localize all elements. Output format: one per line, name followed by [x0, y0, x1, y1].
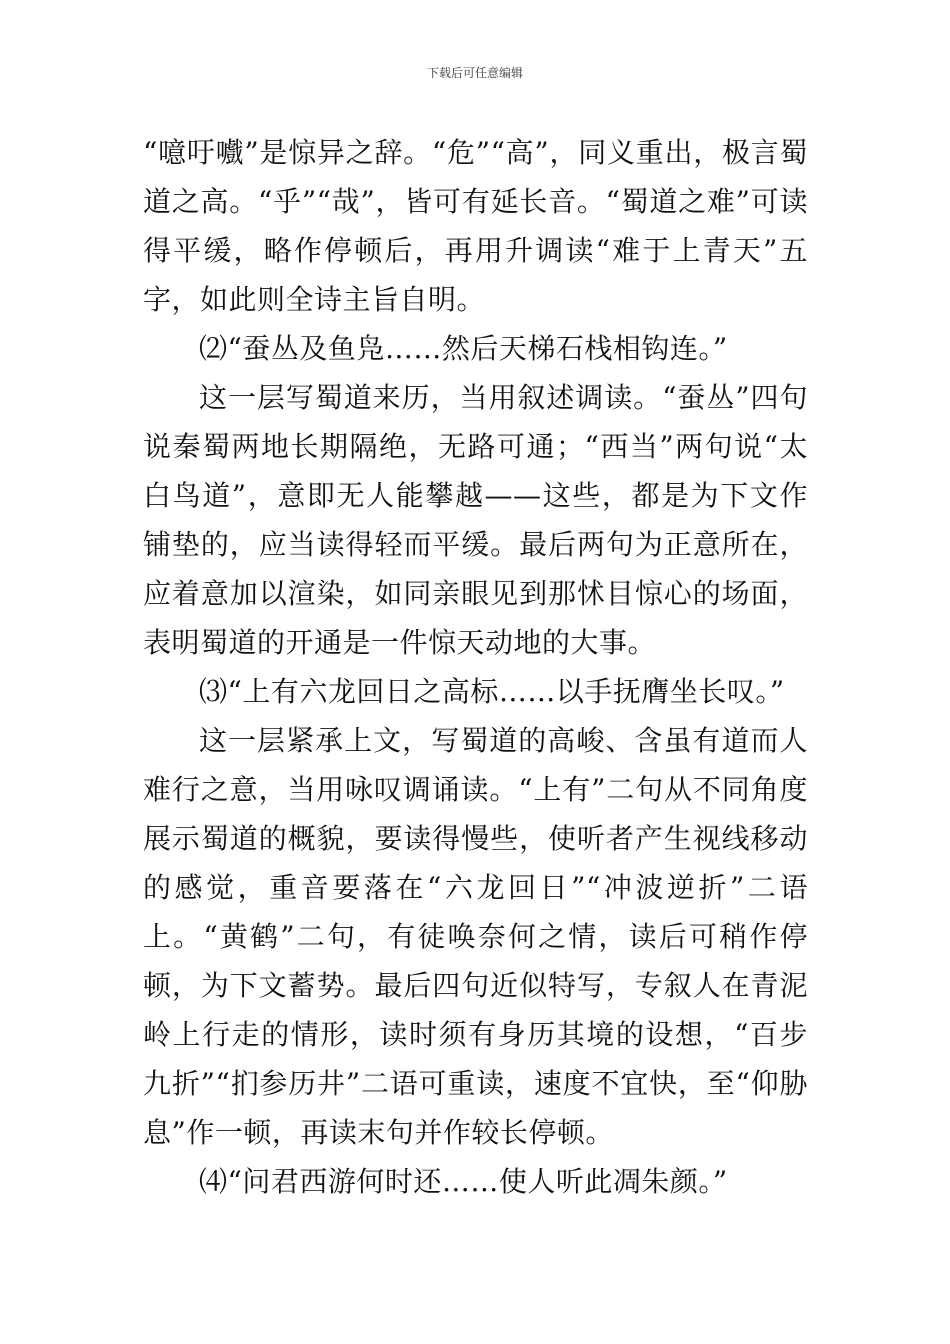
section-heading-3: ⑶“上有六龙回日之高标……以手抚膺坐长叹。”	[199, 675, 785, 708]
section-heading-2: ⑵“蚕丛及鱼凫……然后天梯石栈相钩连。”	[199, 332, 728, 365]
paragraph-section-2: 这一层写蜀道来历，当用叙述调读。“蚕丛”四句说秦蜀两地长期隔绝，无路可通；“西当”两句说“太白鸟道”，意即无人能攀越——这些，都是为下文作铺垫的，应当读得轻而平缓。最后两句为正意所在，应着意加以渲染，如同亲眼见到那怵目惊心的场面，表明蜀道的开通是一件惊天动地的大事。	[143, 381, 808, 659]
paragraph-intro: “噫吁嚱”是惊异之辞。“危”“高”，同义重出，极言蜀道之高。“乎”“哉”，皆可有延长音。“蜀道之难”可读得平缓，略作停顿后，再用升调读“难于上青天”五字，如此则全诗主旨自明。	[143, 136, 808, 316]
page-header: 下载后可任意编辑	[426, 66, 523, 80]
document-body	[143, 128, 808, 1206]
section-heading-4: ⑷“问君西游何时还……使人听此凋朱颜。”	[199, 1165, 728, 1198]
paragraph-section-3: 这一层紧承上文，写蜀道的高峻、含虽有道而人难行之意，当用咏叹调诵读。“上有”二句从不同角度展示蜀道的概貌，要读得慢些，使听者产生视线移动的感觉，重音要落在“六龙回日”“冲波逆折”二语上。“黄鹤”二句，有徒唤奈何之情，读后可稍作停顿，为下文蓄势。最后四句近似特写，专叙人在青泥岭上行走的情形，读时须有身历其境的设想，“百步九折”“扪参历井”二语可重读，速度不宜快，至“仰胁息”作一顿，再读末句并作较长停顿。	[143, 724, 808, 1149]
